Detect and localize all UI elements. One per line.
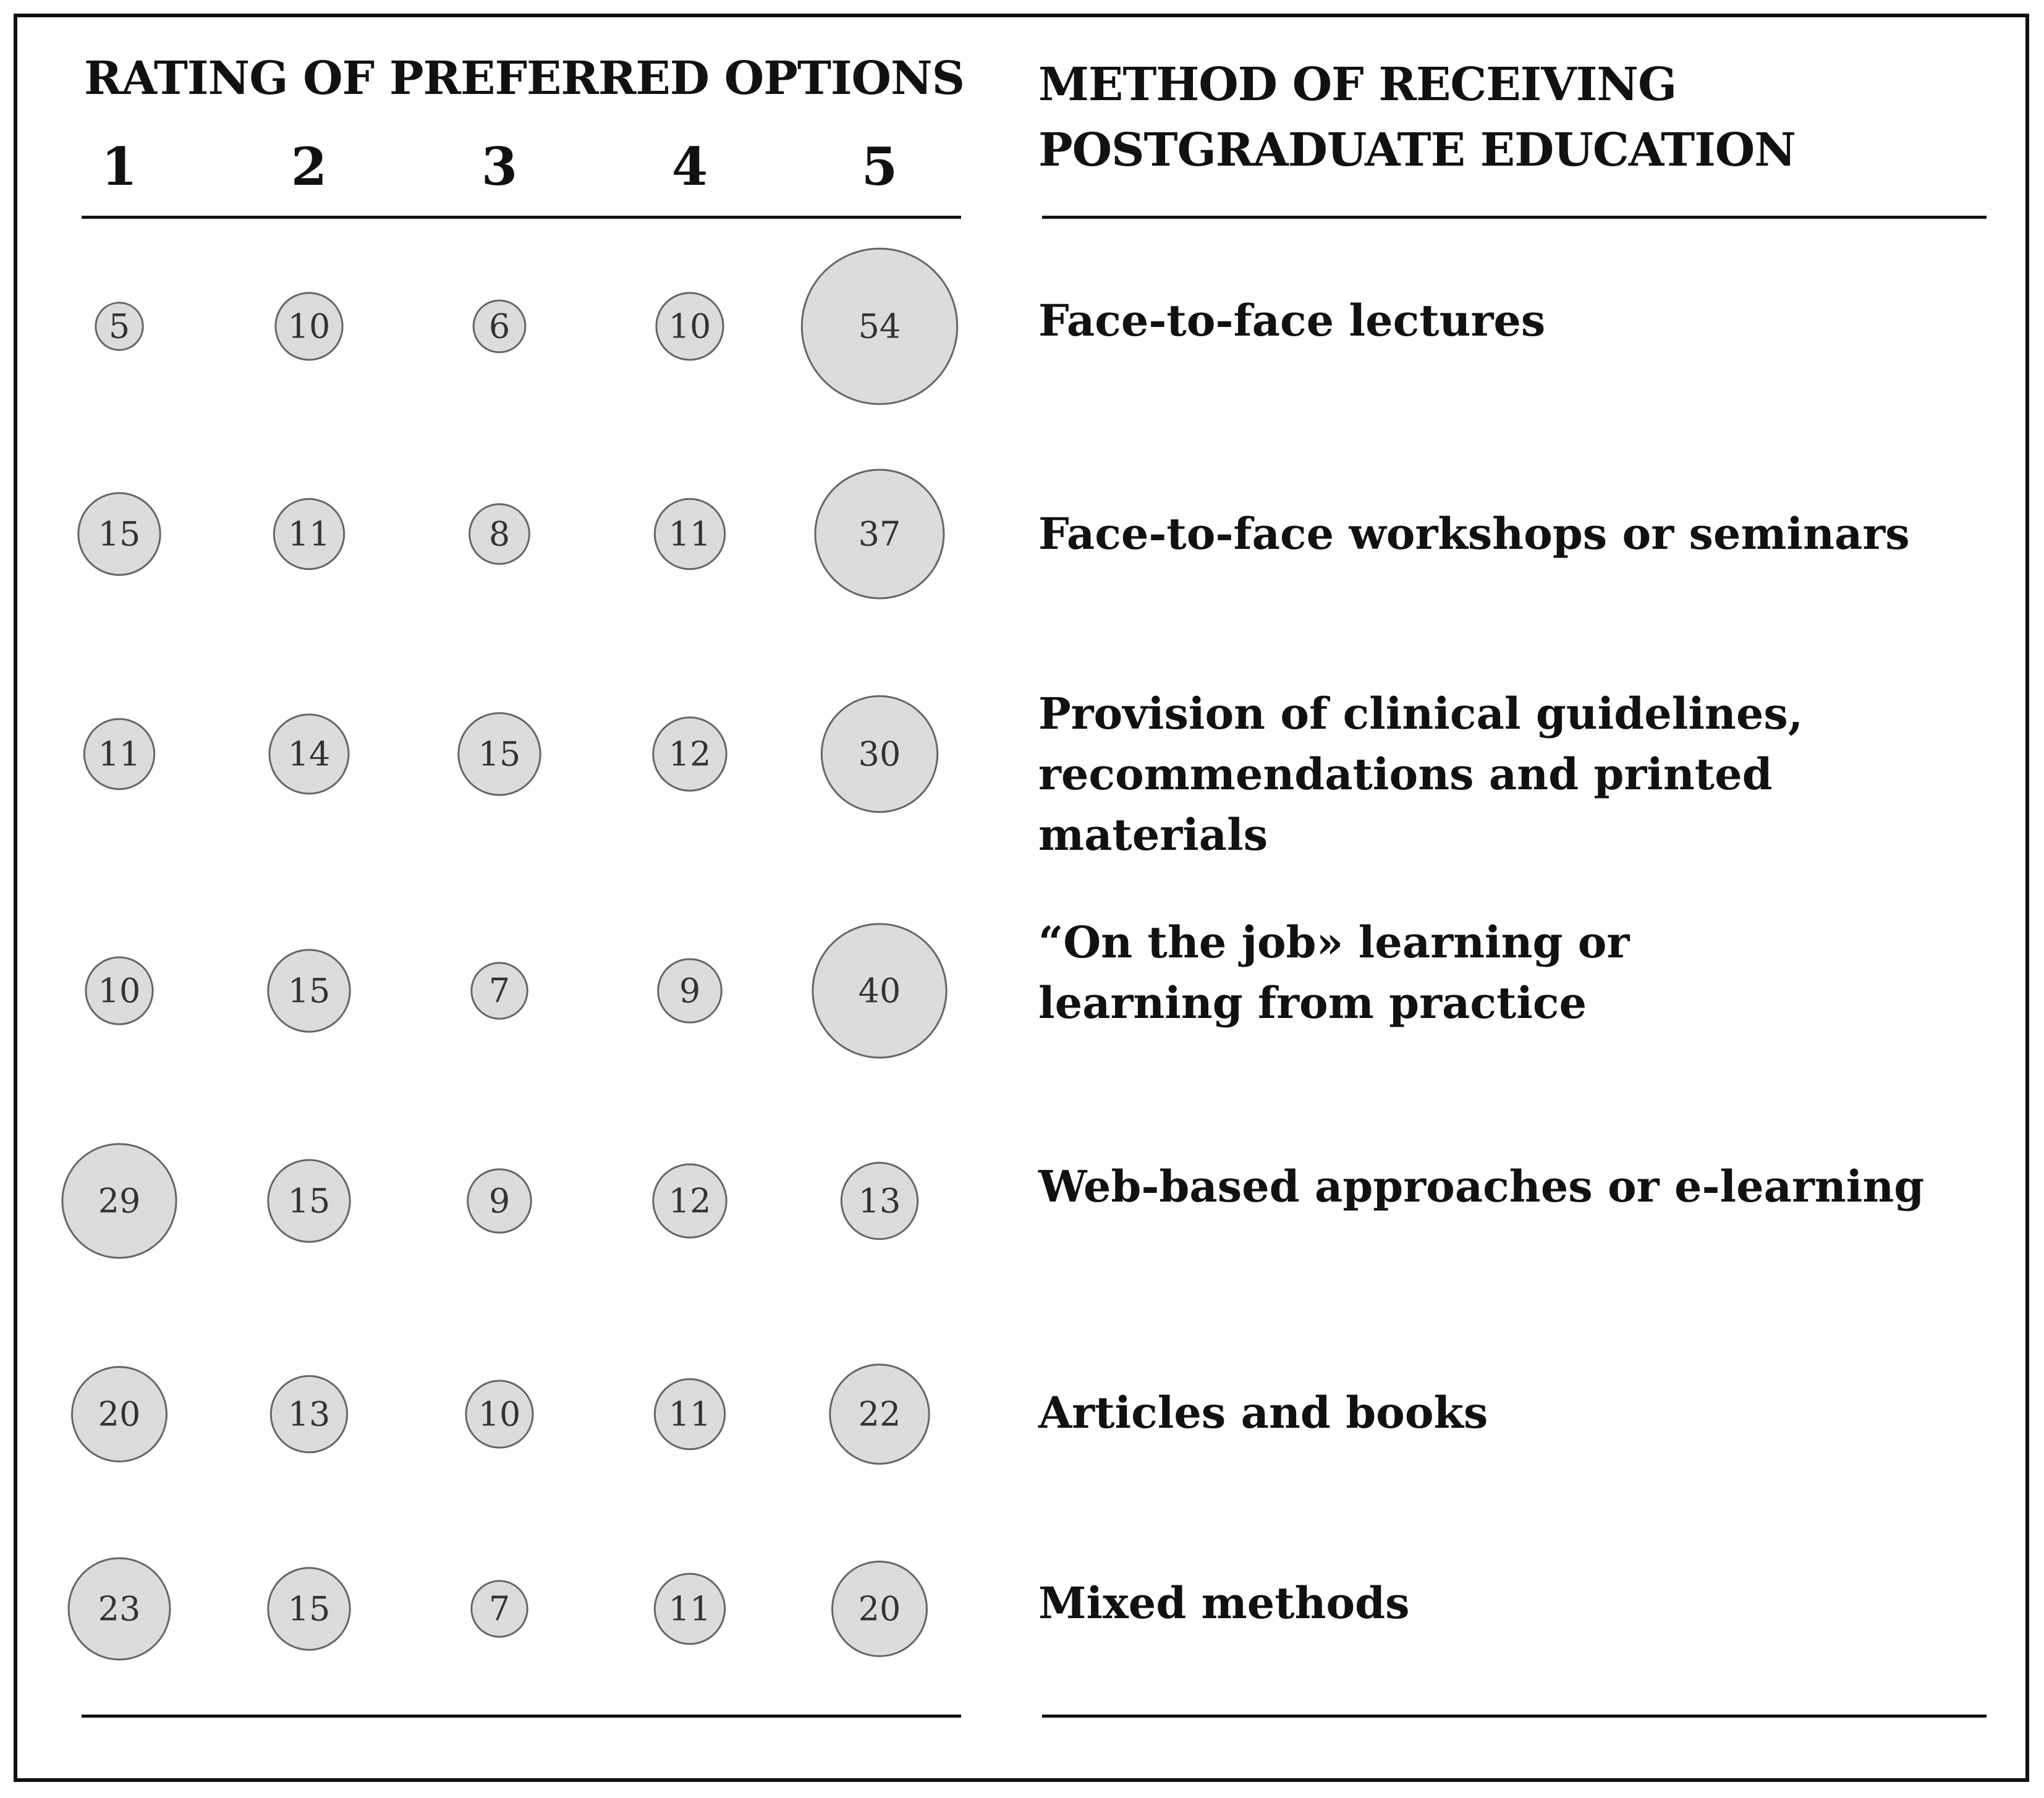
bubble-value-row7-rating4: 11 <box>668 1589 711 1629</box>
method-label-mixed-methods: Mixed methods <box>1038 1577 1410 1629</box>
bubble-value-row1-rating4: 10 <box>668 307 711 346</box>
bubble-value-row3-rating3: 15 <box>478 734 521 774</box>
bubble-value-row5-rating4: 12 <box>668 1181 711 1221</box>
rating-5-header: 5 <box>861 136 898 197</box>
bubble-value-row3-rating1: 11 <box>98 734 141 774</box>
bubble-value-row3-rating5: 30 <box>858 734 901 774</box>
bubble-value-row7-rating5: 20 <box>858 1589 901 1629</box>
bubble-value-row5-rating5: 13 <box>858 1181 901 1221</box>
bubble-value-row3-rating2: 14 <box>287 734 331 774</box>
bubble-value-row6-rating1: 20 <box>98 1394 141 1434</box>
bubble-value-row2-rating4: 11 <box>668 514 711 554</box>
rating-1-header: 1 <box>101 136 138 197</box>
method-label-workshops-seminars: Face-to-face workshops or seminars <box>1038 508 1910 559</box>
bubble-value-row4-rating4: 9 <box>679 971 701 1011</box>
bubble-value-row4-rating2: 15 <box>287 971 331 1011</box>
method-title: METHOD OF RECEIVING POSTGRADUATE EDUCATION <box>1038 58 1796 177</box>
bubble-value-row1-rating2: 10 <box>287 307 331 346</box>
bubble-value-row6-rating4: 11 <box>668 1394 711 1434</box>
bubble-value-row3-rating4: 12 <box>668 734 711 774</box>
bubble-value-row2-rating3: 8 <box>488 514 511 554</box>
bubble-value-row4-rating5: 40 <box>858 971 901 1011</box>
bubble-value-row2-rating2: 11 <box>287 514 331 554</box>
method-label-articles-books: Articles and books <box>1038 1387 1488 1438</box>
bubble-value-row7-rating2: 15 <box>287 1589 331 1629</box>
rating-3-header: 3 <box>481 136 518 197</box>
bubble-value-row1-rating1: 5 <box>108 307 130 346</box>
bubble-value-row6-rating3: 10 <box>478 1394 521 1434</box>
bubble-value-row5-rating2: 15 <box>287 1181 331 1221</box>
method-label-face-to-face-lectures: Face-to-face lectures <box>1038 295 1546 346</box>
rating-4-header: 4 <box>671 136 708 197</box>
bubble-value-row4-rating3: 7 <box>488 971 511 1011</box>
bubble-value-row7-rating1: 23 <box>98 1589 141 1629</box>
method-label-on-the-job: “On the job» learning or learning from practice <box>1038 917 1630 1028</box>
bubble-value-row2-rating1: 15 <box>98 514 141 554</box>
bubble-value-row2-rating5: 37 <box>858 514 901 554</box>
method-label-web-based: Web-based approaches or e-learning <box>1038 1161 1925 1212</box>
bubble-value-row4-rating1: 10 <box>98 971 141 1011</box>
bubble-value-row5-rating1: 29 <box>98 1181 141 1221</box>
rating-title: RATING OF PREFERRED OPTIONS <box>84 52 965 105</box>
bubble-value-row1-rating5: 54 <box>858 307 901 346</box>
method-label-clinical-guidelines: Provision of clinical guidelines, recommendations and printed materials <box>1038 688 1804 860</box>
rating-2-header: 2 <box>290 136 328 197</box>
bubble-value-row6-rating2: 13 <box>287 1394 331 1434</box>
bubble-value-row5-rating3: 9 <box>488 1181 511 1221</box>
bubble-value-row1-rating3: 6 <box>488 307 511 346</box>
bubble-value-row6-rating5: 22 <box>858 1394 901 1434</box>
bubble-value-row7-rating3: 7 <box>488 1589 511 1629</box>
